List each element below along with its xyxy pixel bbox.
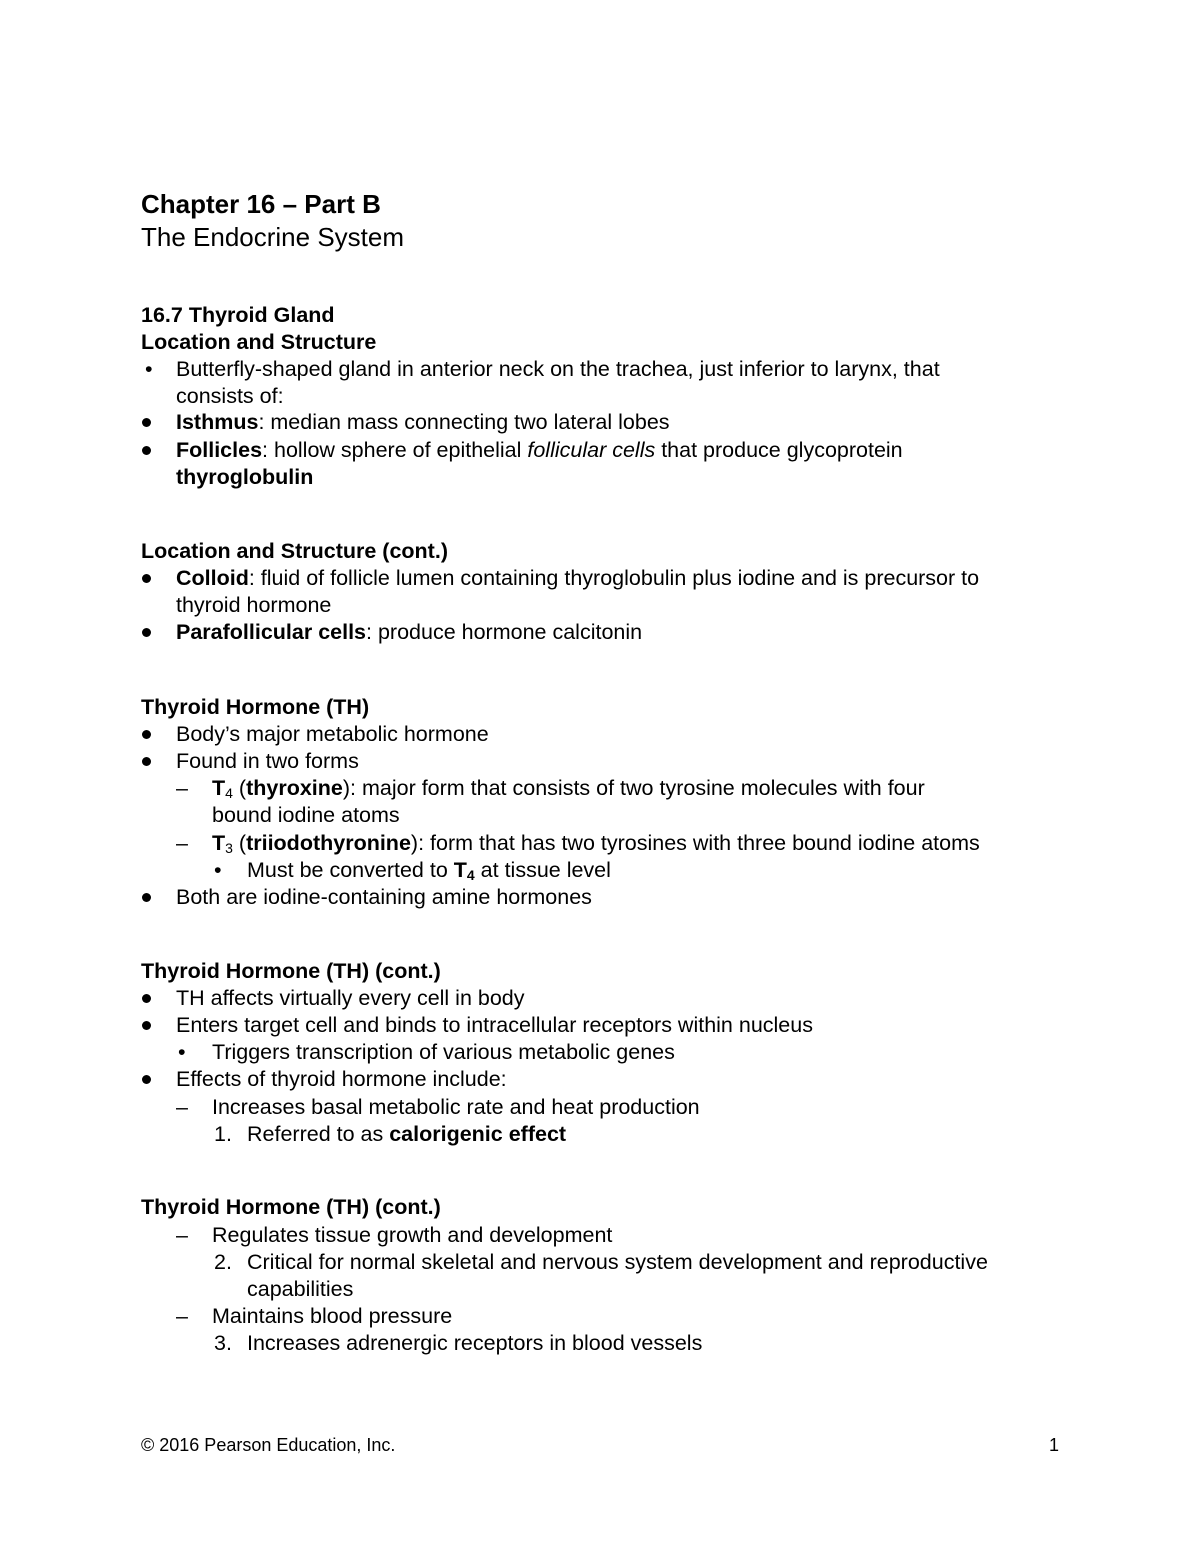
bullet-dot xyxy=(142,730,151,739)
numbered-item-text: Referred to as calorigenic effect xyxy=(247,1122,567,1146)
bullet-dot xyxy=(142,1075,151,1084)
bullet-dot xyxy=(142,893,151,902)
term-bold: Parafollicular cells xyxy=(176,620,367,644)
sub-sub-bullet-text: Must be converted to $T_4$ at tissue level xyxy=(247,858,611,883)
numbered-item-text: Increases adrenergic receptors in blood vessels xyxy=(247,1331,703,1355)
bullet-text: Butterfly-shaped gland in anterior neck on the trachea, just inferior to larynx, that xyxy=(176,357,940,381)
t3-subscript: 3 xyxy=(225,840,233,856)
subsection-heading: Location and Structure xyxy=(141,330,377,354)
bullet-text: Body’s major metabolic hormone xyxy=(176,722,489,746)
italic-term: follicular cells xyxy=(527,438,656,462)
bullet-small-marker: • xyxy=(145,357,153,381)
bullet-small-marker: • xyxy=(214,858,222,882)
numbered-item-text-continued: capabilities xyxy=(247,1277,354,1301)
bullet-dot xyxy=(142,446,151,455)
bullet-text xyxy=(176,437,903,464)
bullet-text-continued: thyroglobulin xyxy=(176,465,314,489)
definition-text: : produce hormone calcitonin xyxy=(366,620,643,644)
t4-symbol: T xyxy=(212,776,226,800)
sub-bullet-text-continued: bound iodine atoms xyxy=(212,803,400,827)
term-bold: calorigenic effect xyxy=(389,1122,567,1146)
term-bold: Isthmus xyxy=(176,410,259,434)
bullet-dot xyxy=(142,574,151,583)
bullet-text xyxy=(176,409,670,436)
footer-copyright: © 2016 Pearson Education, Inc. xyxy=(141,1435,396,1455)
definition-text: : hollow sphere of epithelial xyxy=(262,438,528,462)
sub-bullet-text: $T_3$ (triiodothyronine): form that has two tyrosines with three bound iodine atoms xyxy=(212,831,980,856)
sub-bullet-text: Increases basal metabolic rate and heat production xyxy=(212,1095,700,1119)
bullet-text: TH affects virtually every cell in body xyxy=(176,986,525,1010)
bullet-text xyxy=(176,619,642,646)
dash-marker: – xyxy=(176,831,188,855)
chapter-title: Chapter 16 – Part B xyxy=(141,189,381,219)
term-bold: Follicles xyxy=(176,438,263,462)
dash-marker: – xyxy=(176,1095,188,1119)
bullet-text: Both are iodine-containing amine hormones xyxy=(176,885,592,909)
list-number: 1. xyxy=(214,1122,232,1146)
sub-bullet-text: Triggers transcription of various metabolic genes xyxy=(212,1040,675,1064)
numbered-item-text: Critical for normal skeletal and nervous system development and reproductive xyxy=(247,1250,988,1274)
definition-text: ): major form that consists of two tyrosine molecules with four xyxy=(342,776,925,800)
bullet-text-continued: thyroid hormone xyxy=(176,593,332,617)
definition-text: ): form that has two tyrosines with three bound iodine atoms xyxy=(410,831,980,855)
t4-symbol: T xyxy=(453,858,467,882)
term-bold: Colloid xyxy=(176,566,249,590)
bullet-text: Enters target cell and binds to intracellular receptors within nucleus xyxy=(176,1013,813,1037)
bullet-text xyxy=(176,565,979,592)
bullet-text-continued: consists of: xyxy=(176,384,284,408)
subsection-heading: Thyroid Hormone (TH) (cont.) xyxy=(141,1195,441,1219)
bullet-small-marker: • xyxy=(178,1040,186,1064)
section-heading: 16.7 Thyroid Gland xyxy=(141,303,335,327)
list-number: 2. xyxy=(214,1250,232,1274)
sub-bullet-text: Maintains blood pressure xyxy=(212,1304,453,1328)
t4-subscript: 4 xyxy=(225,785,233,801)
chapter-subtitle: The Endocrine System xyxy=(141,222,405,252)
bullet-dot xyxy=(142,628,151,637)
t4-subscript: 4 xyxy=(466,867,475,883)
dash-marker: – xyxy=(176,1223,188,1247)
bullet-text: Effects of thyroid hormone include: xyxy=(176,1067,507,1091)
sub-bullet-text: $T_4$ (thyroxine): major form that consists of two tyrosine molecules with four xyxy=(212,776,925,801)
bullet-dot xyxy=(142,1021,151,1030)
list-number: 3. xyxy=(214,1331,232,1355)
definition-text: : fluid of follicle lumen containing thyroglobulin plus iodine and is precursor to xyxy=(248,566,980,590)
bullet-dot xyxy=(142,994,151,1003)
bullet-text: Found in two forms xyxy=(176,749,359,773)
bullet-dot xyxy=(142,757,151,766)
subsection-heading: Location and Structure (cont.) xyxy=(141,539,448,563)
subsection-heading: Thyroid Hormone (TH) (cont.) xyxy=(141,959,441,983)
term-bold: thyroxine xyxy=(246,776,343,800)
definition-text: that produce glycoprotein xyxy=(655,438,903,462)
subsection-heading: Thyroid Hormone (TH) xyxy=(141,695,370,719)
sub-bullet-text: Regulates tissue growth and development xyxy=(212,1223,613,1247)
definition-text: : median mass connecting two lateral lobes xyxy=(258,410,670,434)
term-bold: triiodothyronine xyxy=(246,831,411,855)
t3-symbol: T xyxy=(212,831,226,855)
bullet-dot xyxy=(142,418,151,427)
dash-marker: – xyxy=(176,776,188,800)
dash-marker: – xyxy=(176,1304,188,1328)
page-number: 1 xyxy=(1049,1435,1060,1455)
